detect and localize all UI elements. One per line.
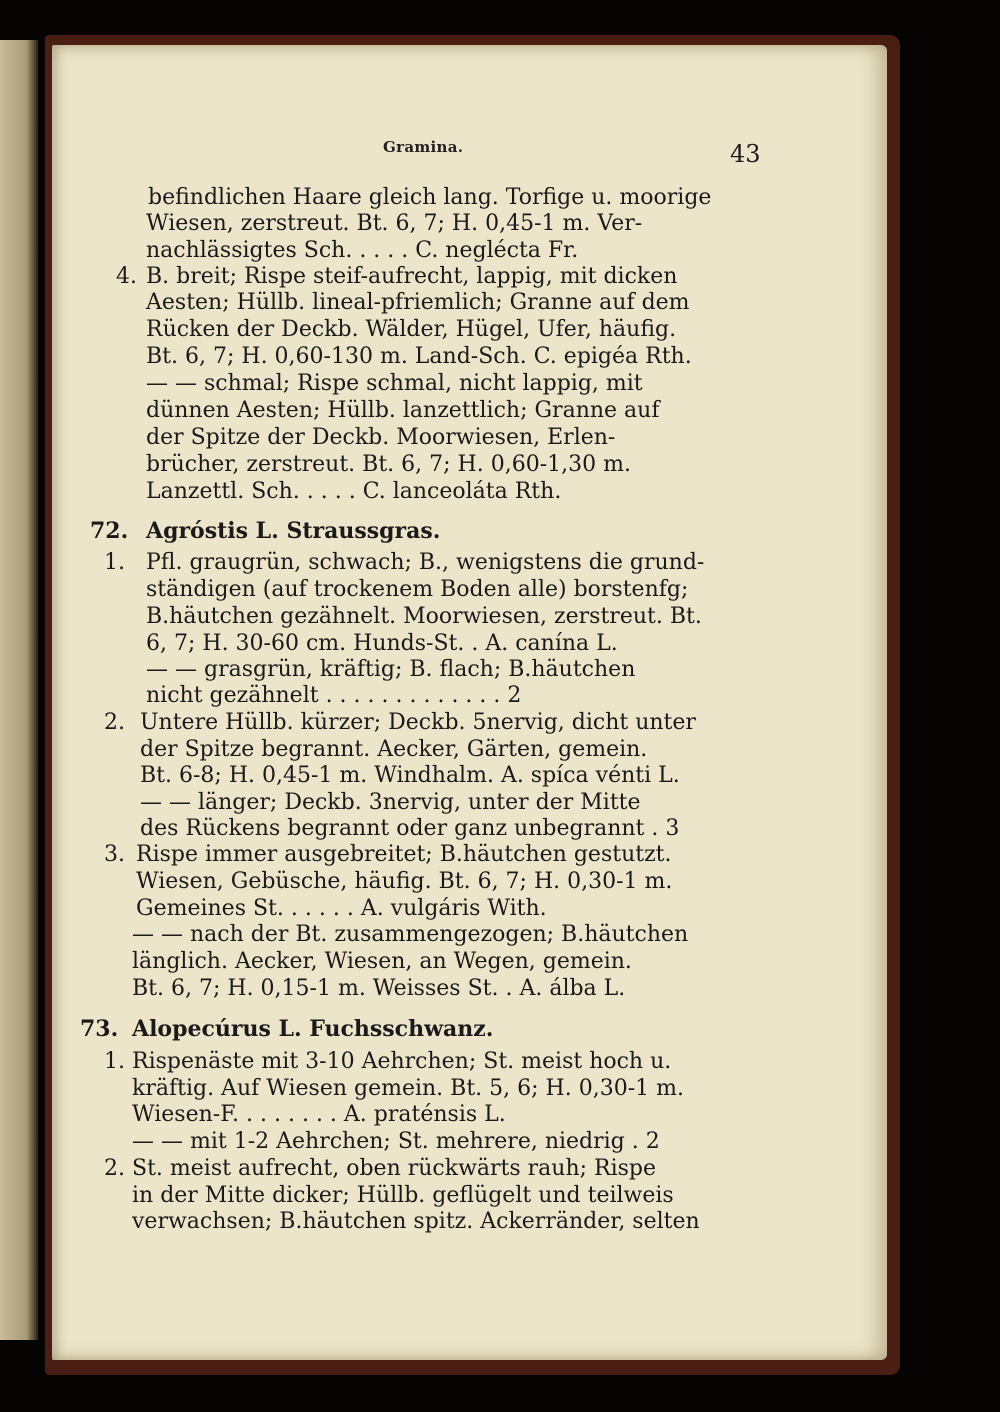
genus-heading: Agróstis L. Straussgras.: [146, 518, 441, 544]
text-line: verwachsen; B.häutchen spitz. Ackerränder, selten: [132, 1209, 700, 1234]
text-line: Gemeines St. . . . . . A. vulgáris With.: [136, 896, 547, 921]
text-line: Untere Hüllb. kürzer; Deckb. 5nervig, dicht unter: [140, 710, 696, 735]
text-line: brücher, zerstreut. Bt. 6, 7; H. 0,60-1,30 m.: [146, 452, 631, 477]
genus-number: 72.: [90, 518, 129, 544]
text-line: — — schmal; Rispe schmal, nicht lappig, mit: [146, 371, 643, 396]
running-header: Gramina.: [383, 138, 464, 156]
text-line: Wiesen, Gebüsche, häufig. Bt. 6, 7; H. 0,30-1 m.: [136, 869, 673, 894]
text-line: Lanzettl. Sch. . . . . C. lanceoláta Rth.: [146, 479, 562, 504]
text-line: der Spitze der Deckb. Moorwiesen, Erlen-: [146, 425, 616, 450]
text-line: nicht gezähnelt . . . . . . . . . . . . . 2: [146, 683, 522, 708]
text-line: ständigen (auf trockenem Boden alle) borstenfg;: [146, 577, 689, 602]
text-line: Rispenäste mit 3-10 Aehrchen; St. meist hoch u.: [132, 1049, 672, 1074]
text-line: dünnen Aesten; Hüllb. lanzettlich; Granne auf: [146, 398, 660, 423]
item-number: 4.: [116, 264, 137, 289]
text-line: Wiesen-F. . . . . . . . A. praténsis L.: [132, 1102, 506, 1127]
text-line: Bt. 6-8; H. 0,45-1 m. Windhalm. A. spíca vénti L.: [140, 763, 680, 788]
text-line: 6, 7; H. 30-60 cm. Hunds-St. . A. canína L.: [146, 631, 618, 656]
text-line: Pfl. graugrün, schwach; B., wenigstens die grund-: [146, 550, 705, 575]
text-line: Aesten; Hüllb. lineal-pfriemlich; Granne auf dem: [146, 290, 690, 315]
genus-number: 73.: [80, 1016, 119, 1042]
item-number: 2.: [104, 1156, 125, 1181]
text-line: länglich. Aecker, Wiesen, an Wegen, gemein.: [132, 949, 632, 974]
item-number: 3.: [104, 842, 125, 867]
page-number: 43: [730, 140, 761, 168]
left-page-edge: [0, 40, 38, 1340]
text-line: Wiesen, zerstreut. Bt. 6, 7; H. 0,45-1 m. Ver-: [146, 211, 643, 236]
text-line: B.häutchen gezähnelt. Moorwiesen, zerstreut. Bt.: [146, 604, 702, 629]
text-line: des Rückens begrannt oder ganz unbegrannt . 3: [140, 816, 680, 841]
text-line: B. breit; Rispe steif-aufrecht, lappig, mit dicken: [146, 264, 678, 289]
item-number: 1.: [104, 550, 125, 575]
text-line: — — nach der Bt. zusammengezogen; B.häutchen: [132, 922, 689, 947]
text-line: — — grasgrün, kräftig; B. flach; B.häutchen: [146, 657, 636, 682]
text-line: nachlässigtes Sch. . . . . C. neglécta Fr.: [146, 238, 579, 263]
text-line: in der Mitte dicker; Hüllb. geflügelt und teilweis: [132, 1183, 674, 1208]
text-line: — — länger; Deckb. 3nervig, unter der Mitte: [140, 790, 641, 815]
text-line: Bt. 6, 7; H. 0,60-130 m. Land-Sch. C. epigéa Rth.: [146, 344, 692, 369]
genus-heading: Alopecúrus L. Fuchsschwanz.: [132, 1016, 494, 1042]
text-line: Rücken der Deckb. Wälder, Hügel, Ufer, häufig.: [146, 317, 677, 342]
text-line: befindlichen Haare gleich lang. Torfige u. moorige: [148, 185, 712, 210]
text-line: der Spitze begrannt. Aecker, Gärten, gemein.: [140, 737, 648, 762]
item-number: 1.: [104, 1049, 125, 1074]
text-line: — — mit 1-2 Aehrchen; St. mehrere, niedrig . 2: [132, 1129, 660, 1154]
text-line: St. meist aufrecht, oben rückwärts rauh; Rispe: [132, 1156, 657, 1181]
text-line: Bt. 6, 7; H. 0,15-1 m. Weisses St. . A. álba L.: [132, 976, 626, 1001]
item-number: 2.: [104, 710, 125, 735]
text-line: kräftig. Auf Wiesen gemein. Bt. 5, 6; H. 0,30-1 m.: [132, 1076, 684, 1101]
text-line: Rispe immer ausgebreitet; B.häutchen gestutzt.: [136, 842, 672, 867]
